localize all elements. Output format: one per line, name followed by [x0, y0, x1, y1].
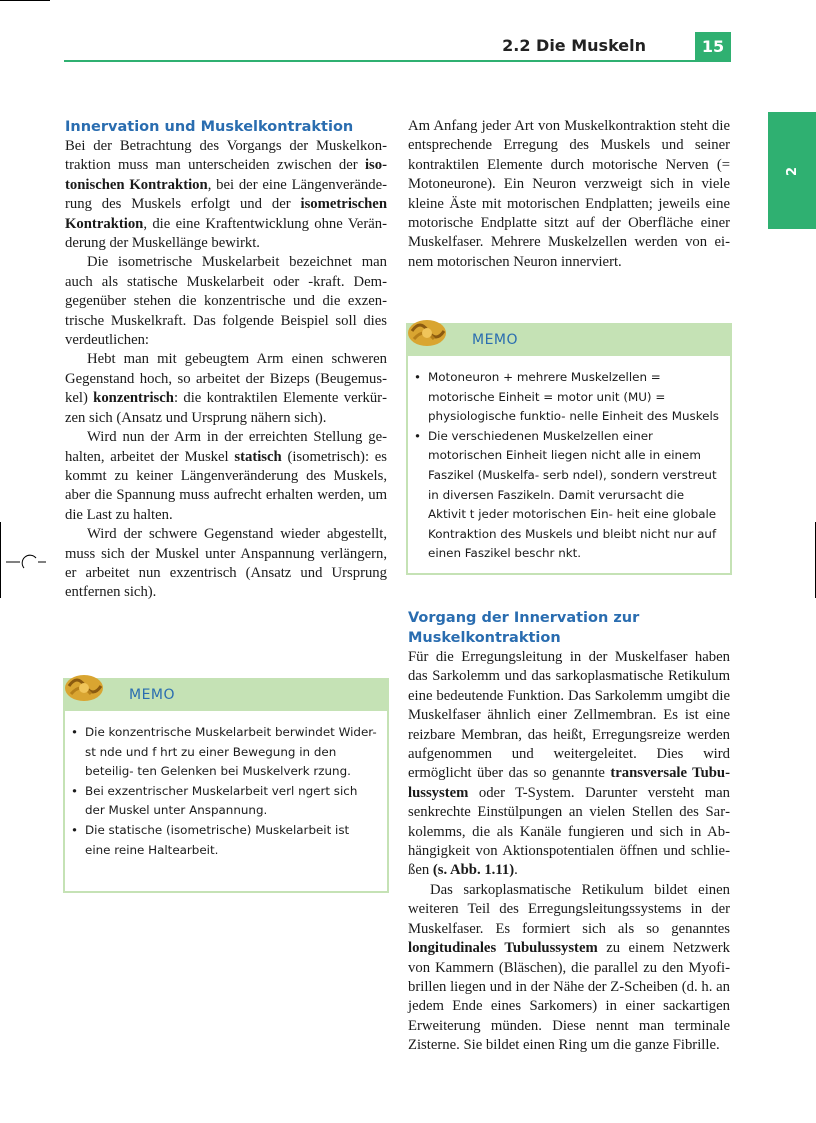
registration-mark-icon	[6, 552, 46, 572]
text-run: , bei der eine Längenveränderung des Muskels erfolgt und der	[65, 176, 387, 213]
text-run: Wird nun der Arm in der erreichten Stellung gehalten, arbeitet der Muskel	[65, 429, 387, 465]
running-header-title: 2.2 Die Muskeln	[502, 36, 646, 55]
figure-reference: (s. Abb. 1.11)	[432, 862, 515, 879]
text-run: Hebt man mit gebeugtem Arm einen schweren Gegenstand hoch, so arbeitet der Bizeps (Beugemuskel)	[65, 351, 387, 407]
text-run: oder T-System. Darunter versteht man senkrechte Einstülpungen an vielen Stellen des Sarkolemms, die als Kanäle fungieren und sich in Abhängigkeit von Aktionspotentialen öffnen und schließen	[408, 784, 730, 879]
paragraph	[408, 648, 730, 881]
memo-box	[406, 323, 732, 575]
memo-label: MEMO	[129, 687, 176, 703]
term-longitudinal: longitudinales Tubulussystem	[408, 940, 598, 957]
term-concentric: konzentrisch	[93, 390, 174, 407]
term-static: statisch	[234, 448, 282, 465]
paragraph	[65, 350, 387, 428]
text-run: (isometrisch): es kommt zu keiner Längenveränderung des Muskels, aber die Spannung muss aufrecht erhalten werden, um die Last zu halten.	[65, 448, 387, 523]
memo-list	[65, 711, 387, 870]
memo-header	[65, 680, 387, 711]
term-transversal: transversale Tubulussystem	[408, 765, 730, 801]
memo-item: • Die konzentrische Muskelarbeit berwindet Wider- st nde und f hrt zu einer Bewegung in den beteilig- ten Gelenken bei Muskelverk rzung.	[83, 723, 377, 782]
left-column	[65, 117, 387, 603]
crop-mark-top	[0, 0, 50, 1]
section-heading-innervation: Innervation und Muskelkontraktion	[65, 119, 354, 135]
text-run: .	[514, 862, 518, 879]
text-run: , die eine Kraftentwicklung ohne Veränderung der Muskellänge bewirkt.	[65, 215, 387, 252]
section-heading-vorgang: Vorgang der Innervation zur Muskelkontraktion	[408, 610, 640, 646]
memo-item: • Motoneuron + mehrere Muskelzellen = motorische Einheit = motor unit (MU) = physiologische funktio- nelle Einheit des Muskels	[426, 368, 720, 427]
memo-header	[408, 325, 730, 356]
memo-item: • Bei exzentrischer Muskelarbeit verl ngert sich der Muskel unter Anspannung.	[83, 782, 377, 821]
chapter-tab	[768, 112, 816, 229]
paragraph	[65, 428, 387, 525]
right-column	[408, 117, 730, 272]
text-run: zu einem Netzwerk von Kammern (Bläschen), die parallel zu den Myofibrillen liegen und in der Nähe der Z-Scheiben (d. h. an jedem Ende eines Sarkomers) in einer sackartigen Erweiterung münden. Diese nennt man terminale Zisterne. Sie bildet einen Ring um die ganze Fibrille.	[408, 940, 730, 1054]
memo-list	[408, 356, 730, 574]
paragraph	[65, 137, 387, 253]
memo-item: • Die verschiedenen Muskelzellen einer motorischen Einheit liegen nicht alle in einem Faszikel (Muskelfa- serb ndel), sondern verstreut in diversen Faszikeln. Damit verursacht die Aktivit t jeder motorischen Ein- heit eine globale Kontraktion des Muskels und bleibt nicht nur auf einen Faszikel beschr nkt.	[426, 427, 720, 564]
text-run: Bei der Betrachtung des Vorgangs der Muskelkontraktion muss man unterscheiden zwischen der	[65, 138, 387, 174]
memo-box	[63, 678, 389, 893]
chapter-tab-number: 2	[785, 166, 801, 177]
text-run: Das sarkoplasmatische Retikulum bildet einen weiteren Teil des Erregungsleitungssystems in der Muskelfaser. Es formiert sich als so genanntes	[408, 881, 730, 937]
header-rule	[64, 60, 731, 62]
paragraph	[408, 881, 730, 1056]
memo-label: MEMO	[472, 332, 519, 348]
text-run: : die kontraktilen Elemente verkürzen sich (Ansatz und Ursprung nähern sich).	[65, 390, 387, 426]
knot-icon	[404, 311, 450, 351]
page-number: 15	[695, 32, 731, 60]
paragraph: Die isometrische Muskelarbeit bezeichnet man auch als statische Muskelarbeit oder -kraft. Demgegenüber stehen die konzentrische und die exzentrische Muskelkraft. Das folgende Beispiel soll dies verdeutlichen:	[65, 254, 387, 349]
knot-icon	[61, 666, 107, 706]
crop-mark-left	[0, 522, 1, 598]
term-isometric: isometrischen Kontraktion	[65, 196, 387, 232]
memo-item: • Die statische (isometrische) Muskelarbeit ist eine reine Haltearbeit.	[83, 821, 377, 860]
paragraph: Wird der schwere Gegenstand wieder abgestellt, muss sich der Muskel unter Anspannung verlängern, er arbeitet nun exzentrisch (Ansatz und Ursprung entfernen sich).	[65, 526, 387, 601]
term-isotonic: isotonischen Kontraktion	[65, 157, 387, 193]
right-column-lower	[408, 608, 730, 1056]
text-run: Für die Erregungsleitung in der Muskelfaser haben das Sarkolemm und das sarkoplasmatische Retikulum eine bedeutende Funktion. Das Sarkolemm umgibt die Muskelfaser ähnlich einer Zellmembran. Es ist eine reizbare Membran, das heißt, Erregungsreize werden aufgenommen und weitergeleitet. Dies wird ermöglicht über das so genannte	[408, 649, 730, 782]
paragraph: Am Anfang jeder Art von Muskelkontraktion steht die entsprechende Erregung des Muskels und seiner kontraktilen Elemente durch motorische Nerven (= Motoneurone). Ein Neuron verzweigt sich in viele kleine Äste mit motorischen Endplatten; jeweils eine motorische Endplatte sitzt auf der Oberfläche einer Muskelfaser. Mehrere Muskelzellen werden von einem motorischen Neuron innerviert.	[408, 118, 730, 270]
